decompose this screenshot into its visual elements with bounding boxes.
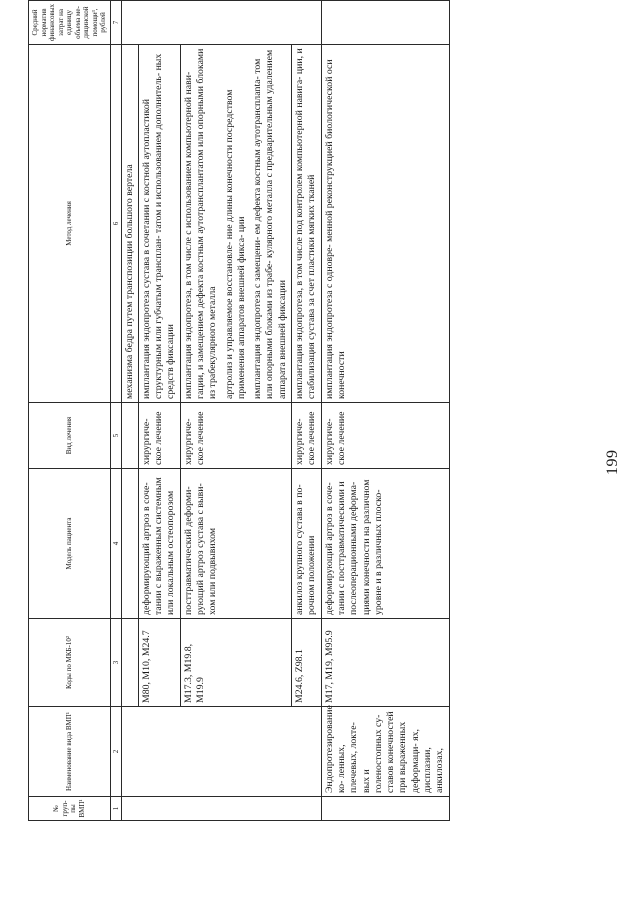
header-patient-model: Модель пациента <box>29 469 111 619</box>
cell-cost <box>121 1 321 45</box>
table-row <box>321 1 449 821</box>
cell-treatment-type: хирургиче- ское лечение <box>292 403 322 469</box>
cell-vmp-name: Эндопротезирование ко- ленных, плечевых, локте- вых и голеностопных су- ставов конечностей при выраженных деформаци- ях, дисплазии, анкилозах, <box>321 707 449 797</box>
cell-treatment-type: хирургиче- ское лечение <box>138 403 180 469</box>
column-number: 6 <box>110 45 121 403</box>
cell-treatment-type <box>121 403 138 469</box>
cell-codes: M17.3, M19.8, M19.9 <box>180 619 291 707</box>
cell-codes <box>121 619 138 707</box>
cell-codes: M24.6, Z98.1 <box>292 619 322 707</box>
header-cost-norm: Средний норматив финансовых затрат на единицу объема ме- дицинской помощи³, рублей <box>29 1 111 45</box>
method-paragraph: артролиз и управляемое восстановле- ние длины конечности посредством применения аппаратов внешней фикса- ции <box>223 89 247 399</box>
column-number: 1 <box>110 797 121 821</box>
page-number: 199 <box>604 449 621 475</box>
header-treatment-type: Вид лечения <box>29 403 111 469</box>
method-paragraph: имплантация эндопротеза, в том числе с использованием компьютерной нави- гации, и замещением дефекта костным аутотрансплантатом или опорными блоками из трабекулярного металла <box>182 48 219 399</box>
header-group-number: № груп- пы ВМП¹ <box>29 797 111 821</box>
cell-model: анкилоз крупного сустава в по- рочном положении <box>292 469 322 619</box>
vmp-table <box>28 0 450 821</box>
cell-treatment-type: хирургиче- ское лечение <box>321 403 449 469</box>
column-number: 5 <box>110 403 121 469</box>
table-row <box>180 1 291 821</box>
table-header-row <box>29 1 111 821</box>
cell-codes: M80, M10, M24.7 <box>138 619 180 707</box>
table-row <box>138 1 180 821</box>
table-row <box>121 1 138 821</box>
header-icd-codes: Коды по МКБ-10² <box>29 619 111 707</box>
cell-model: деформирующий артроз в соче- тании с посттравматическими и послеоперационными деформа- циями конечности на различном уровне и в различных плоско- <box>321 469 449 619</box>
column-number-row <box>110 1 121 821</box>
cell-model: посттравматический деформи- рующий артроз сустава с выви- хом или подвывихом <box>180 469 291 619</box>
cell-vmp-name <box>121 707 321 797</box>
cell-model: деформирующий артроз в соче- тании с выраженным системным или локальным остеопорозом <box>138 469 180 619</box>
cell-codes: M17, M19, M95.9 <box>321 619 449 707</box>
cell-method: имплантация эндопротеза сустава в сочетании с костной аутопластикой структурным или губчатым трансплан- татом и использованием дополнитель- ных средств фиксации <box>138 45 180 403</box>
cell-method: механизма бедра путем транспозиции большого вертела <box>121 45 138 403</box>
cell-group <box>321 797 449 821</box>
cell-cost <box>321 1 449 45</box>
column-number: 7 <box>110 1 121 45</box>
table-row <box>292 1 322 821</box>
column-number: 3 <box>110 619 121 707</box>
cell-method: имплантация эндопротеза, в том числе под контролем компьютерной навига- ции, и стабилизация сустава за счет пластики мягких тканей <box>292 45 322 403</box>
cell-treatment-type: хирургиче- ское лечение <box>180 403 291 469</box>
cell-method <box>180 45 291 403</box>
cell-method: имплантация эндопротеза с одновре- менной реконструкцией биологической оси конечности <box>321 45 449 403</box>
cell-group <box>121 797 321 821</box>
header-vmp-name: Наименование вида ВМП¹ <box>29 707 111 797</box>
method-paragraph: имплантация эндопротеза с замещени- ем дефекта костным аутотрансплanta- том или опорными блоками из трабе- кулярного металла с предварительным удалением аппарата внешней фиксации <box>252 49 288 399</box>
header-treatment-method: Метод лечения <box>29 45 111 403</box>
column-number: 2 <box>110 707 121 797</box>
column-number: 4 <box>110 469 121 619</box>
cell-model <box>121 469 138 619</box>
